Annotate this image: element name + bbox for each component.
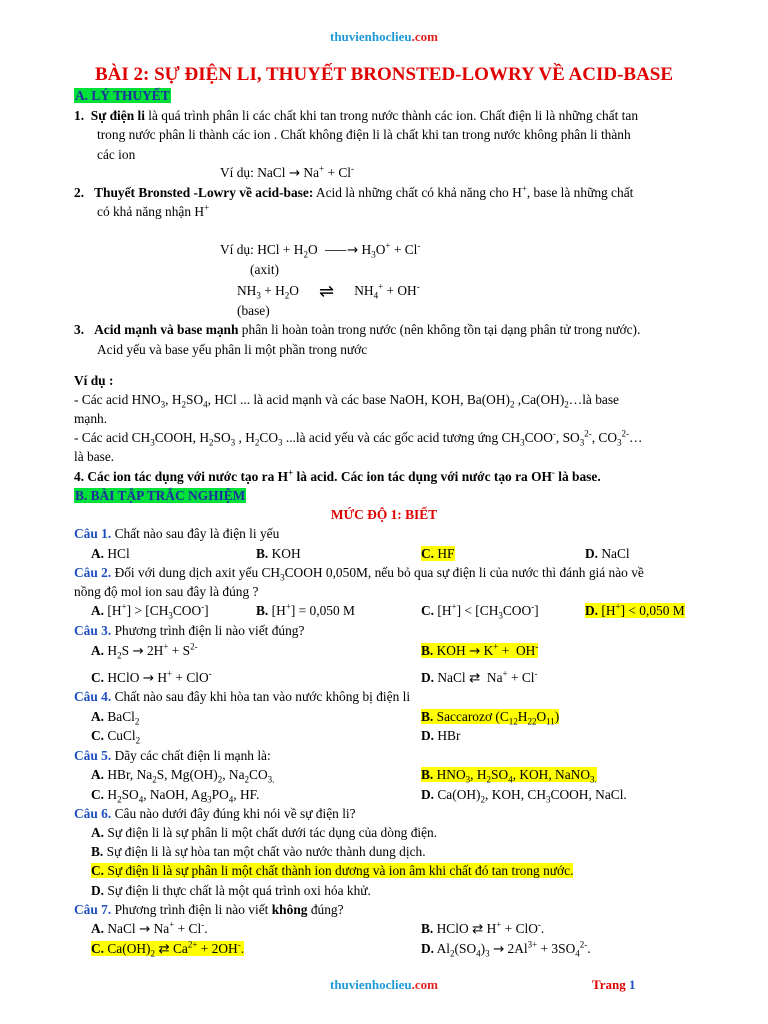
q6-option-d[interactable]: D. Sự điện li thực chất là một quá trình oxi hóa khử. bbox=[91, 883, 371, 898]
question-4: Câu 4. Chất nào sau đây khi hòa tan vào nước không bị điện li bbox=[74, 689, 411, 704]
page-number: Trang 1 bbox=[592, 977, 636, 992]
question-5: Câu 5. Dãy các chất điện li mạnh là: bbox=[74, 748, 271, 763]
theory-point-1-line2: trong nước phân li thành các ion . Chất không điện li là chất khi tan trong nước không phân li thành bbox=[97, 127, 631, 142]
question-2: Câu 2. Đối với dung dịch axit yếu $CH_3COOH$ 0,050M, nếu bỏ qua sự điện li của nước thì đánh giá nào về bbox=[74, 565, 644, 583]
q6-option-a[interactable]: A. Sự điện li là sự phân li một chất dưới tác dụng của dòng điện. bbox=[91, 825, 438, 840]
question-2-line2: nồng độ mol ion sau đây là đúng ? bbox=[74, 584, 259, 599]
q2-option-b[interactable]: B. [H+] = 0,050 M bbox=[256, 601, 355, 618]
q4-option-d[interactable]: D. HBr bbox=[421, 728, 461, 743]
theory-point-3: 3. Acid mạnh và base mạnh phân li hoàn toàn trong nước (nên không tồn tại dạng phân tử trong nước). bbox=[74, 322, 641, 337]
q3-option-b[interactable]: B. KOH → K+ + OH- bbox=[421, 641, 539, 659]
example-nacl: Ví dụ: NaCl → Na+ + Cl- bbox=[220, 163, 354, 181]
weak-acids-line2: là base. bbox=[74, 449, 115, 464]
q7-option-d[interactable]: D. $Al_2(SO_4)_3 \to 2Al^{3+} + 3SO_4^{2-}$. bbox=[421, 939, 591, 959]
acid-label: (axit) bbox=[250, 262, 279, 277]
theory-point-3-line2: Acid yếu và base yếu phân li một phần trong nước bbox=[97, 342, 368, 357]
strong-acids-line2: mạnh. bbox=[74, 411, 108, 426]
q1-option-d[interactable]: D. NaCl bbox=[585, 546, 630, 561]
base-label: (base) bbox=[237, 303, 270, 318]
example-hcl: Ví dụ: HCl + $H_2O$ ⸺→ $H_3O^+ + Cl^-$ bbox=[220, 240, 421, 260]
site-header[interactable] bbox=[0, 28, 768, 46]
theory-point-2: 2. Thuyết Bronsted -Lowry về acid-base: Acid là những chất có khả năng cho H+, base là những chất bbox=[74, 183, 634, 200]
q2-option-c[interactable]: C. $[H^+] < [CH_3COO^-]$ bbox=[421, 601, 539, 621]
q3-option-d[interactable]: D. NaCl ⇄ Na+ + Cl- bbox=[421, 668, 538, 686]
q5-option-b[interactable]: B. $HNO_3$, $H_2SO_4$, KOH, NaNO$_{3.}$ bbox=[421, 767, 597, 785]
example-heading: Ví dụ : bbox=[74, 373, 114, 388]
page-title: BÀI 2: SỰ ĐIỆN LI, THUYẾT BRONSTED-LOWRY VỀ ACID-BASE bbox=[94, 64, 674, 85]
section-b-heading: B. BÀI TẬP TRẮC NGHIỆM bbox=[75, 488, 246, 503]
footer-site-link[interactable]: thuvienhoclieu.com bbox=[330, 977, 438, 992]
section-a-heading: A. LÝ THUYẾT bbox=[75, 88, 170, 103]
q4-option-a[interactable]: A. BaCl$_2$ bbox=[91, 709, 140, 727]
q7-option-b[interactable]: B. HClO ⇄ H+ + ClO-. bbox=[421, 919, 545, 937]
q7-option-c[interactable]: C. $Ca(OH)_2$ ⇄ $Ca^{2+} + 2OH^-$. bbox=[91, 939, 245, 959]
q6-option-c[interactable]: C. Sự điện li là sự phân li một chất thành ion dương và ion âm khi chất đó tan trong nước. bbox=[91, 863, 574, 878]
equilibrium-arrow-icon: ⇌ bbox=[319, 280, 335, 302]
q3-option-c[interactable]: C. HClO → H+ + ClO- bbox=[91, 668, 212, 686]
q7-option-a[interactable]: A. NaCl → Na+ + Cl-. bbox=[91, 919, 208, 937]
q1-option-b[interactable]: B. KOH bbox=[256, 546, 301, 561]
question-3: Câu 3. Phương trình điện li nào viết đúng? bbox=[74, 623, 305, 638]
q4-option-b[interactable]: B. Saccarozơ $(C_{12}H_{22}O_{11})$ bbox=[421, 709, 560, 727]
strong-acids-line: - Các acid $HNO_3$, $H_2SO_4$, HCl ... là acid mạnh và các base NaOH, KOH, $Ba(OH)_2$ $,Ca(OH)_2\dots là$ base bbox=[74, 392, 619, 410]
q1-option-c[interactable]: C. HF bbox=[421, 546, 455, 561]
question-1: Câu 1. Chất nào sau đây là điện li yếu bbox=[74, 526, 280, 541]
q3-option-a[interactable]: A. $H_2S \to 2H^+ + S^{2-}$ bbox=[91, 641, 198, 661]
weak-acids-line: - Các acid $CH_3COOH$, $H_2SO_3$ , $H_2CO_3$ ...là acid yếu và các gốc acid tương ứng $CH_3COO^-$, $SO_3^{2-}$, $CO_3^{2-}\dots$ bbox=[74, 428, 643, 448]
q6-option-b[interactable]: B. Sự điện li là sự hòa tan một chất vào nước thành dung dịch. bbox=[91, 844, 426, 859]
q2-option-a[interactable]: A. $[H^+] > [CH_3COO^-]$ bbox=[91, 601, 209, 621]
q4-option-c[interactable]: C. CuCl$_2$ bbox=[91, 728, 141, 746]
theory-point-4: 4. Các ion tác dụng với nước tạo ra H+ là acid. Các ion tác dụng với nước tạo ra OH- là base. bbox=[74, 467, 601, 484]
theory-point-1: 1. Sự điện li là quá trình phân li các chất khi tan trong nước thành các ion. Chất điện li là những chất tan bbox=[74, 108, 639, 123]
question-7: Câu 7. Phương trình điện li nào viết không đúng? bbox=[74, 902, 344, 917]
theory-point-1-line3: các ion bbox=[97, 147, 136, 162]
q5-option-d[interactable]: D. $Ca(OH)_2$, KOH, $CH_3COOH$, NaCl. bbox=[421, 787, 627, 805]
q5-option-a[interactable]: A. HBr, $Na_2S$, $Mg(OH)_2$, $Na_2CO_{3.}$ bbox=[91, 767, 275, 785]
q2-option-d[interactable]: D. [H+] < 0,050 M bbox=[585, 601, 685, 618]
question-6: Câu 6. Câu nào dưới đây đúng khi nói về sự điện li? bbox=[74, 806, 356, 821]
site-name: thuvienhoclieu bbox=[330, 29, 412, 44]
theory-point-2-line2: có khả năng nhận H+ bbox=[97, 202, 210, 219]
level-heading: MỨC ĐỘ 1: BIẾT bbox=[330, 507, 438, 522]
q5-option-c[interactable]: C. $H_2SO_4$, NaOH, $Ag_3PO_4$, HF. bbox=[91, 787, 260, 805]
q1-option-a[interactable]: A. HCl bbox=[91, 546, 130, 561]
site-tld: .com bbox=[411, 29, 438, 44]
example-nh3: $NH_3 + H_2O$ ⇌ $NH_4^+ + OH^-$ bbox=[237, 280, 420, 302]
